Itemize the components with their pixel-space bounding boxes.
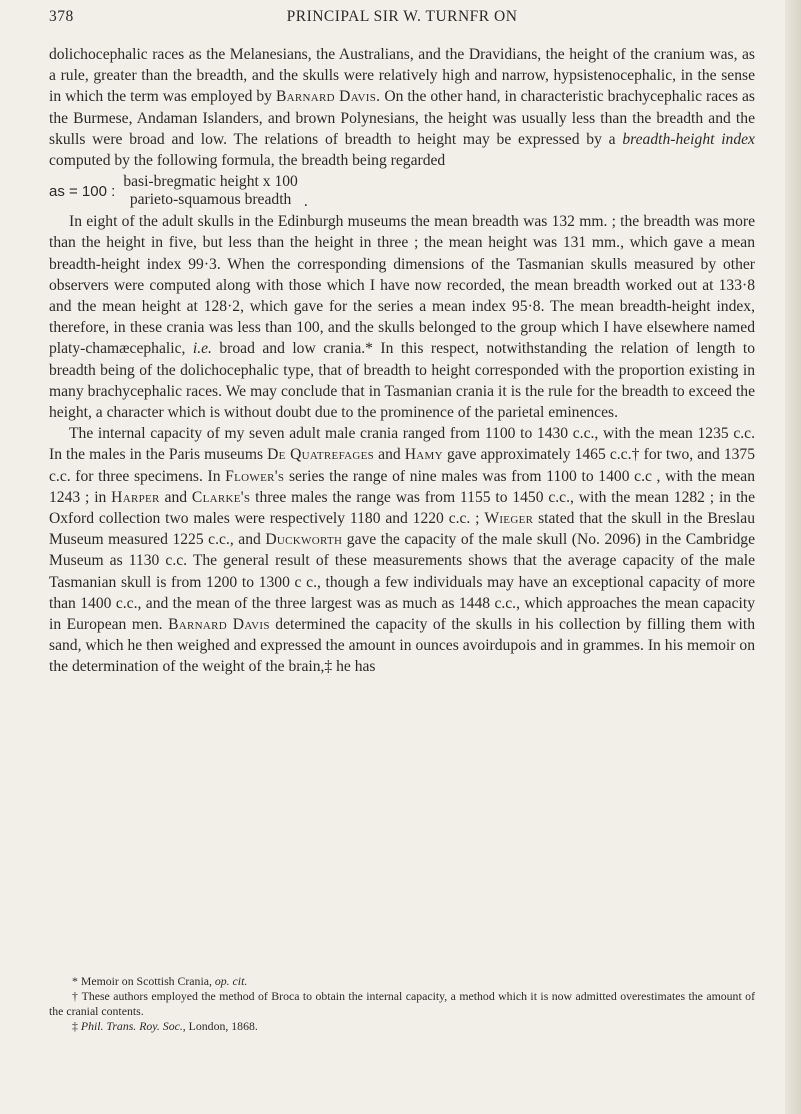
emphasis: Phil. Trans. Roy. Soc.: [80, 1019, 183, 1033]
paragraph-3: [49, 423, 755, 677]
text: and: [159, 488, 192, 506]
formula-end: .: [303, 193, 308, 211]
author-name: Wieger: [484, 510, 534, 528]
formula-fraction: [121, 173, 300, 209]
text: The internal capacity of my seven adult male crania ranged from 1100 to 1430 c.c., with the mean 1235 c.c. In the males in the Paris museums: [49, 425, 755, 464]
text: series the range of nine males was from 1100 to 1400 c.c , with the mean 1243 ; in: [49, 467, 755, 506]
text: three males the range was from 1155 to 1450 c.c., with the mean 1282 ; in the Oxford collection two males were respectively 1180 and 1220 c.c. ;: [49, 488, 755, 528]
author-name: Harper: [111, 488, 160, 506]
footnotes: [49, 974, 755, 1034]
page-edge: [785, 0, 801, 1114]
emphasis: breadth-height index: [622, 130, 755, 148]
page-number: 378: [49, 8, 74, 25]
text: On the other hand, in characteristic brachycephalic races as the Burmese, Andaman Islanders, and brown Polynesians, the height was usually less than the breadth and the skulls were broad and low. The relations of breadth to height may be expressed by a: [49, 88, 755, 148]
footnote-3: [49, 1019, 755, 1034]
author-name: Clarke's: [191, 488, 251, 506]
main-text: [49, 44, 755, 678]
emphasis: i.e.: [192, 340, 212, 358]
text: gave approximately 1465 c.c.† for two, and 1375 c.c. for three specimens. In: [49, 446, 756, 485]
text: , London, 1868.: [182, 1019, 258, 1033]
text: * Memoir on Scottish Crania,: [72, 974, 215, 988]
text: stated that the skull in the Breslau Museum measured 1225 c.c., and: [49, 510, 755, 549]
text: broad and low crania.* In this respect, notwithstanding the relation of length to breadth being of the dolichocephalic type, that of breadth to height corresponded with the proportion existing in many brachycephalic races. We may conclude that in Tasmanian crania it is the rule for the breadth to exceed the height, a character which is without doubt due to the prominence of the parietal eminences.: [49, 340, 755, 422]
text: and: [374, 446, 405, 464]
formula: [49, 171, 755, 211]
author-name: Barnard Davis.: [275, 88, 381, 106]
author-name: Barnard Davis: [168, 616, 270, 634]
running-title: PRINCIPAL SIR W. TURNFR ON: [286, 8, 518, 25]
formula-lhs: as = 100 :: [49, 182, 116, 200]
footnote-2: † These authors employed the method of Broca to obtain the internal capacity, a method which it is now admitted overestimates the amount of the cranial contents.: [49, 989, 755, 1018]
emphasis: op. cit.: [214, 974, 248, 988]
text: computed by the following formula, the breadth being regarded: [49, 152, 446, 170]
text: dolichocephalic races as the Melanesians, the Australians, and the Dravidians, the height of the cranium was, as a rule, greater than the breadth, and the skulls were relatively high and narrow, hypsistenocephalic, in the sense in which the term was employed by: [49, 46, 755, 106]
paragraph-2: [49, 211, 755, 423]
author-name: De Quatrefages: [267, 446, 375, 464]
author-name: Duckworth: [265, 531, 343, 549]
text: determined the capacity of the skulls in his collection by filling them with sand, which he then weighed and expressed the amount in ounces avoirdupois and in grammes. In his memoir on the determination of the weight of the brain,‡ he has: [49, 616, 755, 676]
author-name: Hamy: [404, 446, 443, 464]
text: gave the capacity of the male skull (No. 2096) in the Cambridge Museum as 1130 c.c. The general result of these measurements shows that the average capacity of the male Tasmanian skull is from 1200 to 1300 c c., though a few individuals may have an exceptional capacity of more than 1400 c.c., and the mean of the three largest was as much as 1448 c.c., which approaches the mean capacity in European men.: [49, 531, 755, 634]
text: ‡: [72, 1019, 81, 1033]
formula-numerator: basi-bregmatic height x 100: [123, 173, 298, 191]
formula-denominator: parieto-squamous breadth: [129, 191, 292, 209]
footnote-1: [49, 974, 755, 989]
paragraph-1: [49, 44, 755, 171]
text: In eight of the adult skulls in the Edinburgh museums the mean breadth was 132 mm. ; the breadth was more than the height in five, but less than the height in three ; the mean height was 131 mm., which gave a mean breadth-height index 99·3. When the corresponding dimensions of the Tasmanian skulls measured by other observers were computed along with those which I have now recorded, the mean breadth worked out at 133·8 and the mean height at 128·2, which gave for the series a mean index 95·8. The mean breadth-height index, therefore, in these crania was less than 100, and the skulls belonged to the group which I have elsewhere named platy-chamæcephalic,: [49, 213, 755, 358]
author-name: Flower's: [225, 467, 285, 485]
